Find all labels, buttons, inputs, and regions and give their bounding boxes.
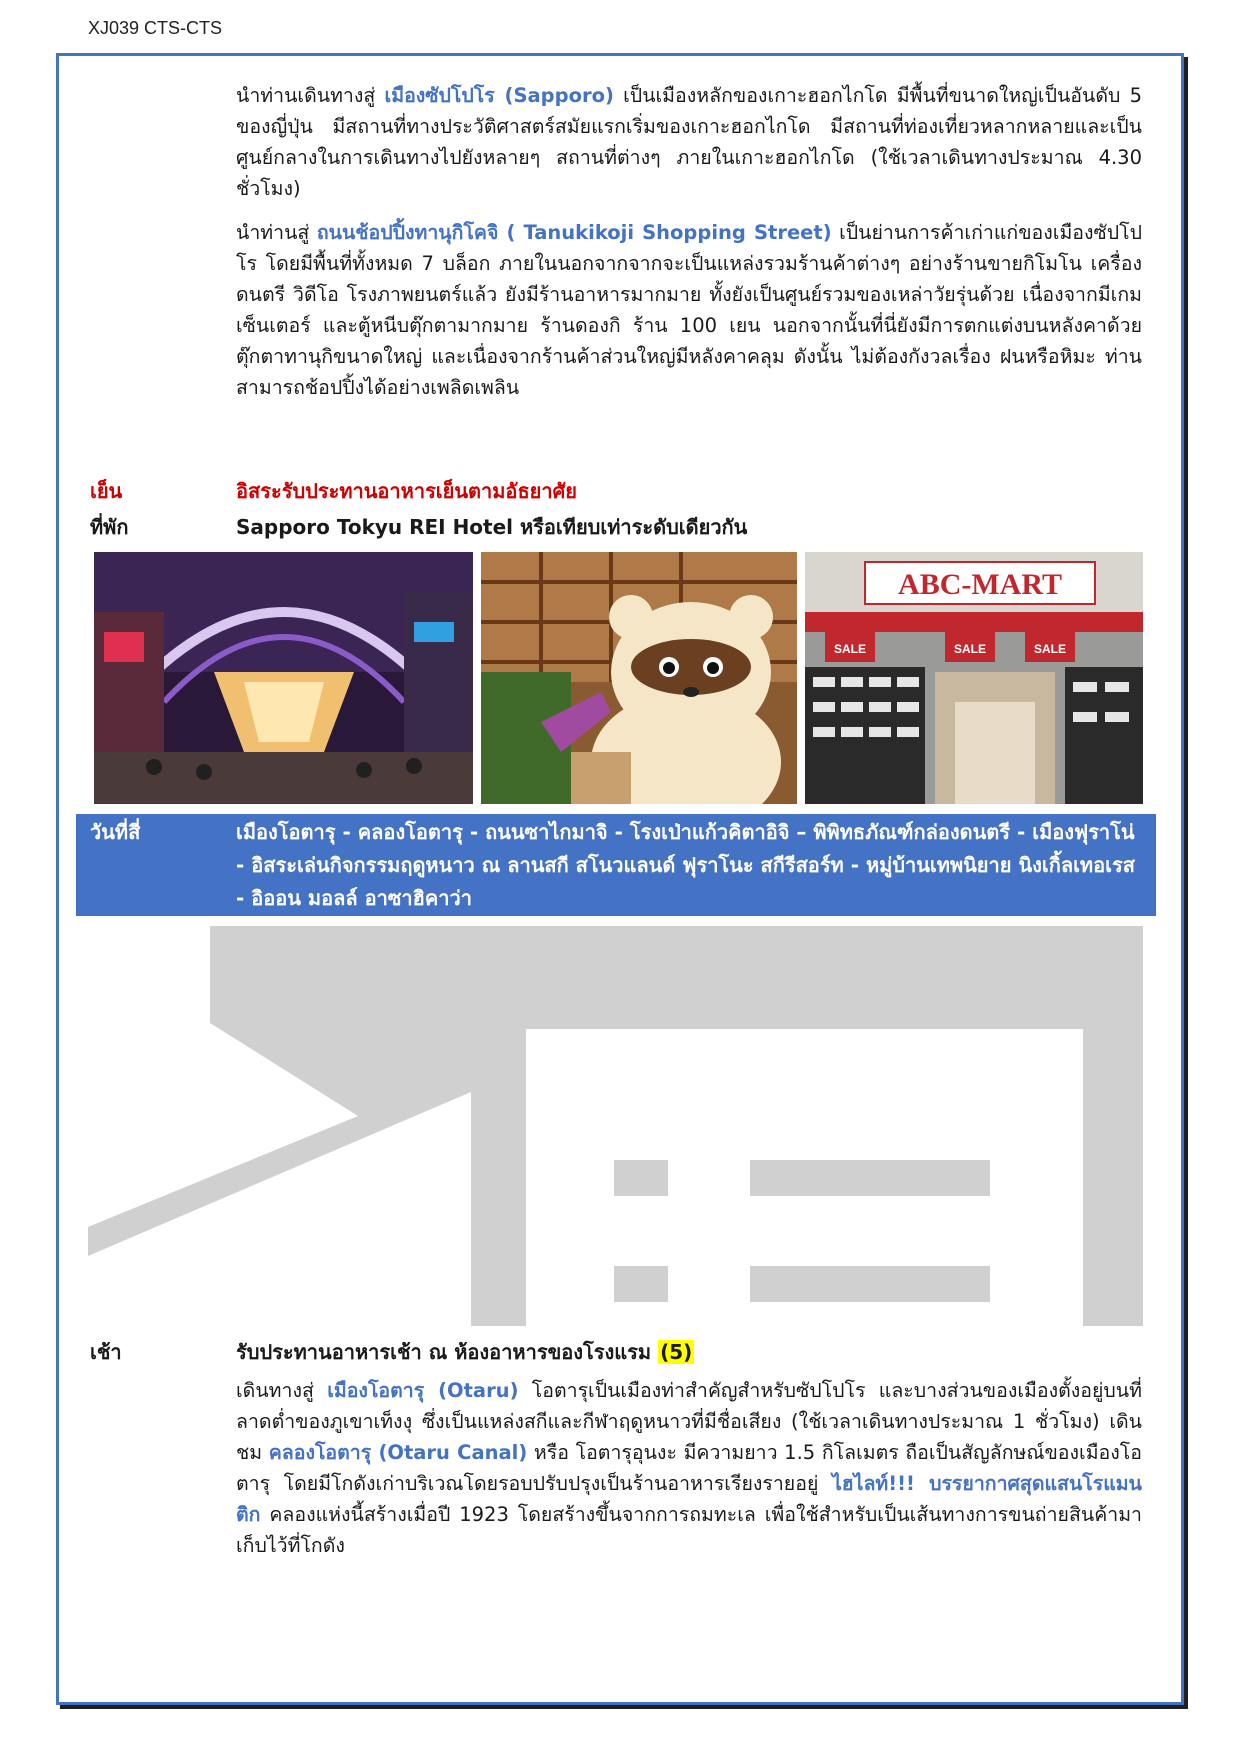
otaru-canal-name: คลองโอตารุ (Otaru Canal) bbox=[268, 1441, 528, 1464]
hotel-text: Sapporo Tokyu REI Hotel หรือเทียบเท่าระดับเดียวกัน bbox=[236, 515, 748, 539]
photo-abc-mart bbox=[805, 552, 1143, 804]
otaru-highlight: ไฮไลท์!!! บรรยากาศสุดแสนโรแมนติก bbox=[236, 1472, 1142, 1526]
abc-mart-sign: ABC-MART bbox=[898, 568, 1062, 601]
hotel-label: ที่พัก bbox=[90, 515, 129, 539]
day4-banner bbox=[76, 814, 1156, 916]
otaru-canal-history: คลองแห่งนี้สร้างเมื่อปี 1923 โดยสร้างขึ้นจากการถมทะเล เพื่อใช้สำหรับเป็นเส้นทางการขนถ่ายสินค้ามาเก็บไว้ที่โกดัง bbox=[236, 1503, 1142, 1557]
sapporo-paragraph bbox=[236, 80, 1142, 204]
sale-sign-left: SALE bbox=[833, 642, 867, 656]
tanukikoji-name: ถนนช้อปปิ้งทานุกิโคจิ ( Tanukikoji Shopping Street) bbox=[316, 221, 832, 244]
dinner-text: อิสระรับประทานอาหารเย็นตามอัธยาศัย bbox=[236, 479, 578, 503]
photo-tanuki-mascot bbox=[481, 552, 797, 804]
sapporo-intro: นำท่านเดินทางสู่ bbox=[236, 84, 385, 107]
otaru-intro: เดินทางสู่ bbox=[236, 1379, 328, 1402]
document-code: XJ039 CTS-CTS bbox=[88, 18, 223, 38]
sapporo-description: เป็นเมืองหลักของเกาะฮอกไกโด มีพื้นที่ขนาดใหญ่เป็นอันดับ 5 ของญี่ปุ่น มีสถานที่ทางประวัติศาสตร์สมัยแรกเริ่มของเกาะฮอกไกโด มีสถานที่ท่องเที่ยวหลากหลายและเป็นศูนย์กลางในการเดินทางไปยังหลายๆ สถานที่ต่างๆ ภายในเกาะฮอกไกโด (ใช้เวลาเดินทางประมาณ 4.30 ชั่วโมง) bbox=[236, 84, 1143, 200]
otaru-name: เมืองโอตารุ (Otaru) bbox=[327, 1379, 519, 1402]
tanukikoji-paragraph bbox=[236, 217, 1142, 403]
otaru-description: โอตารุเป็นเมืองท่าสำคัญสำหรับซัปโปโร และบางส่วนของเมืองตั้งอยู่บนที่ลาดต่ำของภูเขาเท็งงุ ซึ่งเป็นแหล่งสกีและกีฬาฤดูหนาวที่มีชื่อเสียง (ใช้เวลาเดินทางประมาณ 1 ชั่วโมง) เดินชม bbox=[236, 1379, 1142, 1464]
breakfast-row bbox=[236, 1337, 694, 1367]
company-logo-watermark bbox=[88, 926, 1143, 1326]
day4-itinerary: เมืองโอตารุ - คลองโอตารุ - ถนนซาไกมาจิ - โรงเป่าแก้วคิตาอิจิ – พิพิทธภัณฑ์กล่องดนตรี - เมืองฟุราโน่ - อิสระเล่นกิจกรรมฤดูหนาว ณ ลานสกี สโนวแลนด์ ฟุราโนะ สกีรีสอร์ท - หมู่บ้านเทพนิยาย นิงเกิ้ลเทอเรส - อิออน มอลล์ อาซาฮิคาว่า bbox=[236, 820, 1135, 910]
tanukikoji-intro: นำท่านสู่ bbox=[236, 221, 317, 244]
otaru-paragraph bbox=[236, 1375, 1142, 1561]
tanukikoji-description: เป็นย่านการค้าเก่าแก่ของเมืองซัปโปโร โดยมีพื้นที่ทั้งหมด 7 บล็อก ภายในนอกจากจากจะเป็นแหล่งรวมร้านค้าต่างๆ อย่างร้านขายกิโมโน เครื่องดนตรี วิดีโอ โรงภาพยนตร์แล้ว ยังมีร้านอาหารมากมาย ทั้งยังเป็นศูนย์รวมของเหล่าวัยรุ่นด้วย เนื่องจากมีเกมเซ็นเตอร์ และตู้หนีบตุ๊กตามากมาย ร้านดองกิ ร้าน 100 เยน นอกจากนั้นที่นี่ยังมีการตกแต่งบนหลังคาด้วยตุ๊กตาทานุกิขนาดใหญ่ และเนื่องจากร้านค้าส่วนใหญ่มีหลังคาคลุม ดังนั้น ไม่ต้องกังวลเรื่อง ฝนหรือหิมะ ท่านสามารถช้อปปิ้งได้อย่างเพลิดเพลิน bbox=[236, 221, 1143, 399]
breakfast-text: รับประทานอาหารเช้า ณ ห้องอาหารของโรงแรม bbox=[236, 1340, 659, 1364]
dinner-label: เย็น bbox=[90, 479, 123, 503]
photo-tanukikoji-arcade bbox=[94, 552, 473, 804]
sale-sign-right: SALE bbox=[1033, 642, 1067, 656]
meal-count-badge: (5) bbox=[660, 1340, 693, 1364]
sale-sign-center: SALE bbox=[953, 642, 987, 656]
sapporo-name: เมืองซัปโปโร (Sapporo) bbox=[384, 84, 614, 107]
breakfast-label: เช้า bbox=[90, 1340, 122, 1364]
otaru-canal-description: หรือ โอตารุอุนงะ มีความยาว 1.5 กิโลเมตร ถือเป็นสัญลักษณ์ของเมืองโอตารุ โดยมีโกดังเก่าบริเวณโดยรอบปรับปรุงเป็นร้านอาหารเรียงรายอยู่ bbox=[236, 1441, 1142, 1495]
day4-label: วันที่สี่ bbox=[90, 820, 141, 844]
